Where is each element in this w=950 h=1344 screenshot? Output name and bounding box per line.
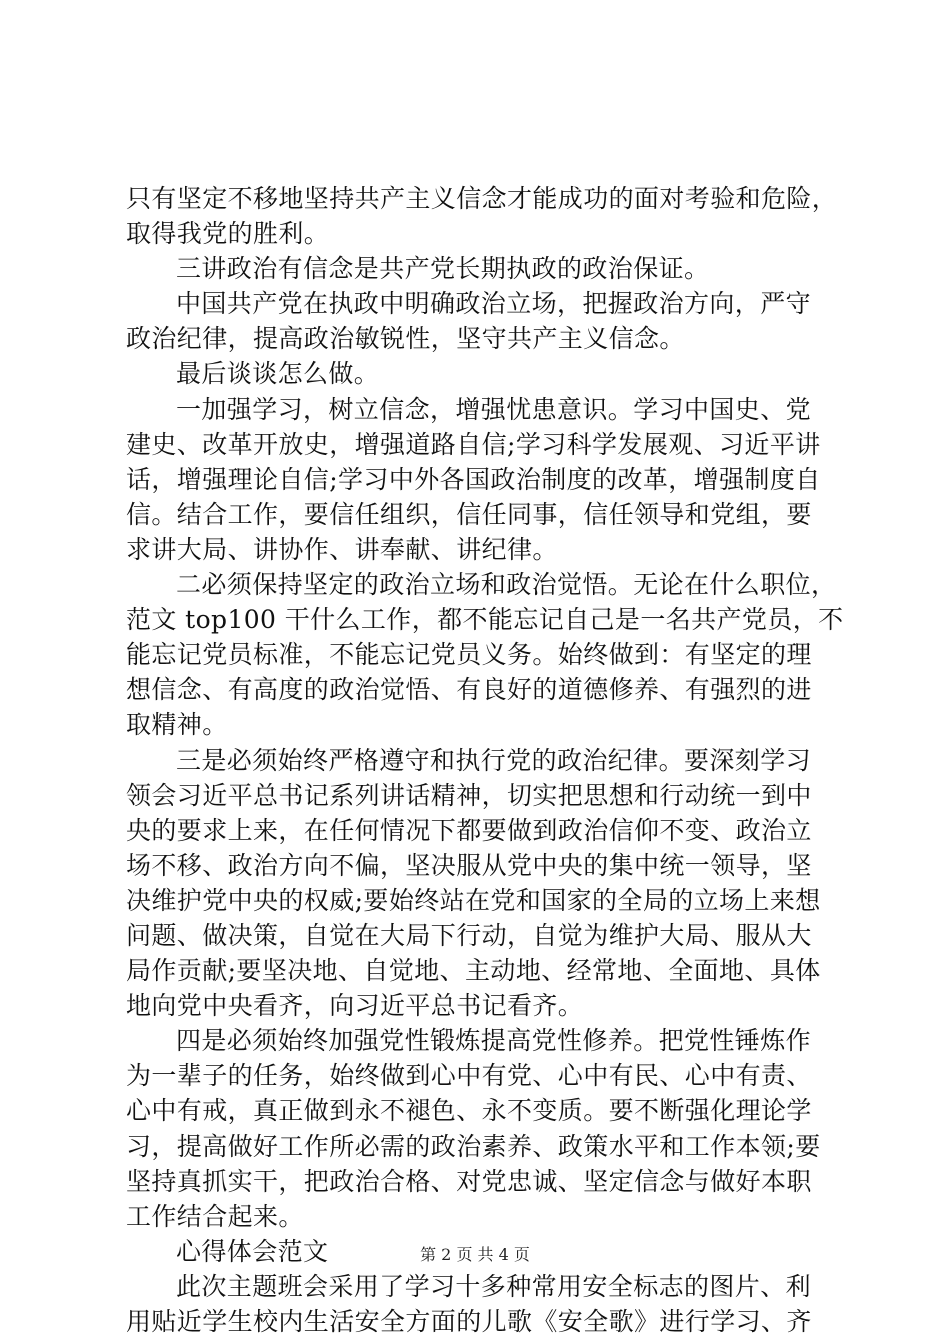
text-line: 局作贡献;要坚决地、自觉地、主动地、经常地、全面地、具体: [126, 956, 821, 986]
text-line: 习，提高做好工作所必需的政治素养、政策水平和工作本领;要: [126, 1131, 821, 1161]
text-line: 建史、改革开放史，增强道路自信;学习科学发展观、习近平讲: [126, 429, 821, 459]
text-line: 三讲政治有信念是共产党长期执政的政治保证。: [176, 254, 710, 284]
page-number-label: 第 2 页 共 4 页: [420, 1245, 530, 1264]
text-line: 决维护党中央的权威;要始终站在党和国家的全局的立场上来想: [126, 885, 821, 915]
text-line: 只有坚定不移地坚持共产主义信念才能成功的面对考验和危险，: [126, 184, 838, 213]
text-line: 场不移、政治方向不偏，坚决服从党中央的集中统一领导，坚: [126, 850, 812, 880]
text-line: 三是必须始终严格遵守和执行党的政治纪律。要深刻学习: [176, 745, 812, 775]
text-line: 领会习近平总书记系列讲话精神，切实把思想和行动统一到中: [126, 780, 812, 810]
text-line: 四是必须始终加强党性锻炼提高党性修养。把党性锤炼作: [176, 1026, 812, 1056]
text-line: 中国共产党在执政中明确政治立场，把握政治方向，严守: [176, 289, 812, 319]
text-line: 想信念、有高度的政治觉悟、有良好的道德修养、有强烈的进: [126, 675, 812, 705]
text-line: 心中有戒，真正做到永不褪色、永不变质。要不断强化理论学: [126, 1096, 812, 1126]
section-heading: 心得体会范文: [176, 1236, 329, 1266]
text-line: 话，增强理论自信;学习中外各国政治制度的改革，增强制度自: [126, 464, 821, 494]
text-line: 政治纪律，提高政治敏锐性，坚守共产主义信念。: [126, 324, 685, 354]
page-footer: [0, 1244, 950, 1266]
text-line: 取精神。: [126, 710, 228, 740]
text-line: 地向党中央看齐，向习近平总书记看齐。: [126, 991, 584, 1021]
text-line: 取得我党的胜利。: [126, 219, 330, 249]
text-line: 求讲大局、讲协作、讲奉献、讲纪律。: [126, 534, 558, 564]
text-line: 用贴近学生校内生活安全方面的儿歌《安全歌》进行学习、齐: [126, 1307, 812, 1336]
text-line: 问题、做决策，自觉在大局下行动，自觉为维护大局、服从大: [126, 920, 812, 950]
text-line: 能忘记党员标准，不能忘记党员义务。始终做到：有坚定的理: [126, 640, 812, 670]
text-line: 坚持真抓实干，把政治合格、对党忠诚、坚定信念与做好本职: [126, 1166, 812, 1196]
text-line: 一加强学习，树立信念，增强忧患意识。学习中国史、党: [176, 394, 812, 424]
text-line: 央的要求上来，在任何情况下都要做到政治信仰不变、政治立: [126, 815, 812, 845]
text-line: 信。结合工作，要信任组织，信任同事，信任领导和党组，要: [126, 499, 812, 529]
text-line: 为一辈子的任务，始终做到心中有党、心中有民、心中有责、: [126, 1061, 812, 1091]
text-line: 工作结合起来。: [126, 1201, 304, 1231]
body-text: [126, 181, 844, 1339]
text-line: 范文 top100 干什么工作，都不能忘记自己是一名共产党员，不: [126, 605, 844, 635]
text-line: 此次主题班会采用了学习十多种常用安全标志的图片、利: [176, 1271, 812, 1301]
text-line: 最后谈谈怎么做。: [176, 359, 380, 389]
text-line: 二必须保持坚定的政治立场和政治觉悟。无论在什么职位，: [176, 570, 837, 600]
